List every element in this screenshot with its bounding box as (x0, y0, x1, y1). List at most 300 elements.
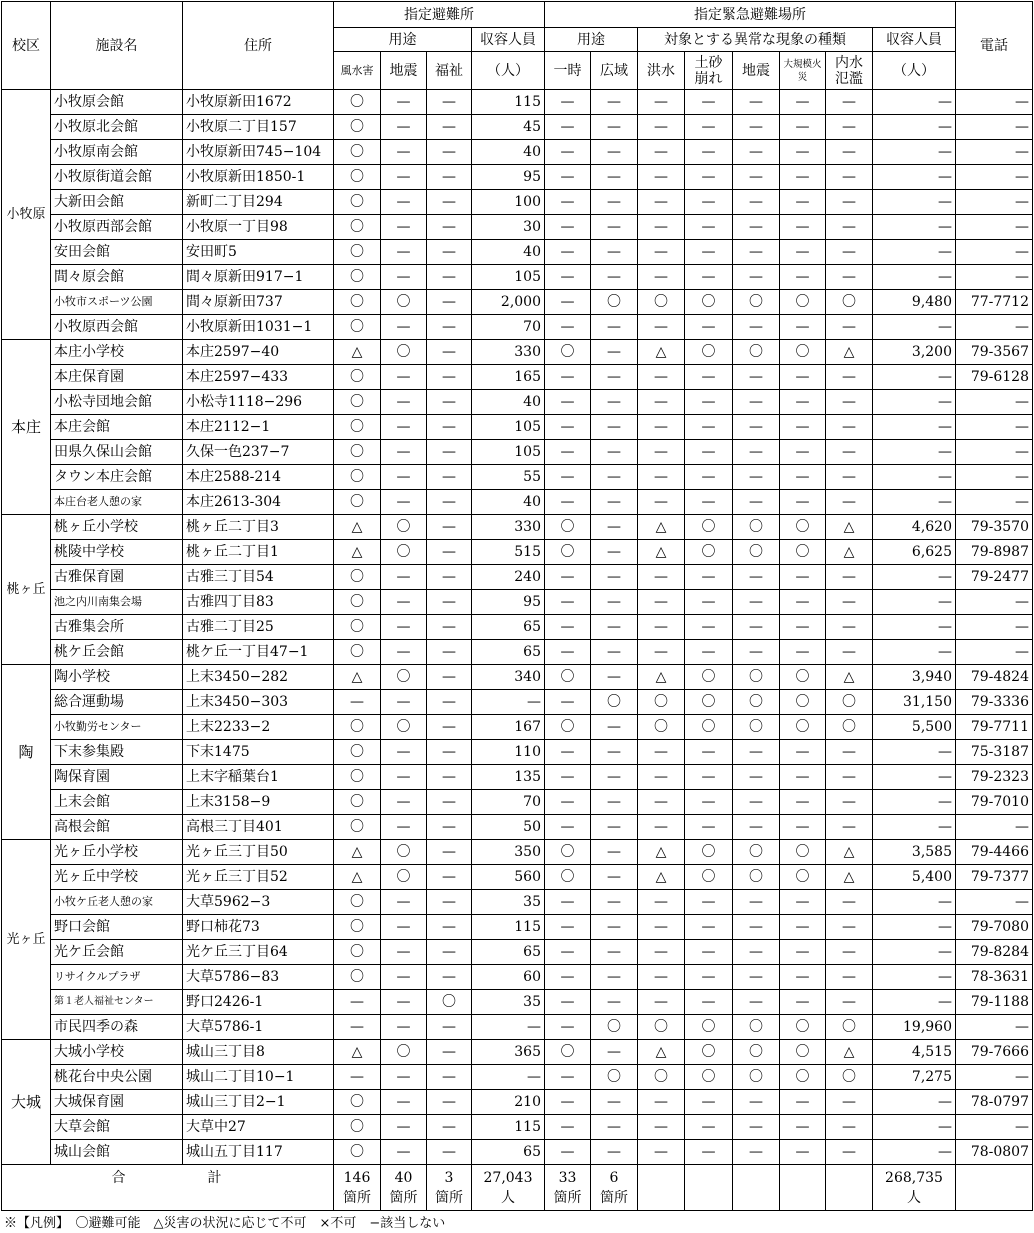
em-quake: — (733, 990, 780, 1015)
em-large-fire: — (780, 265, 826, 290)
em-landslide: 〇 (685, 290, 733, 315)
em-inland-flood: 〇 (826, 715, 873, 740)
phone: — (956, 140, 1033, 165)
table-row (2, 815, 1033, 840)
shelter-quake: — (381, 965, 427, 990)
em-capacity: 9,480 (873, 290, 956, 315)
facility-name: 安田会館 (51, 240, 183, 265)
em-inland-flood: — (826, 215, 873, 240)
em-inland-flood: — (826, 365, 873, 390)
em-inland-flood: — (826, 615, 873, 640)
em-flood: — (638, 240, 685, 265)
header-phone: 電話 (956, 2, 1033, 90)
em-wide-area: — (591, 665, 638, 690)
table-row (2, 1090, 1033, 1115)
em-inland-flood: — (826, 990, 873, 1015)
em-wide-area: — (591, 890, 638, 915)
em-wide-area: — (591, 565, 638, 590)
em-temporary: 〇 (545, 1040, 591, 1065)
shelter-quake: — (381, 990, 427, 1015)
table-row (2, 840, 1033, 865)
em-landslide: — (685, 1090, 733, 1115)
totals-row (2, 1165, 1033, 1211)
shelter-wind-flood: — (334, 990, 381, 1015)
facility-name: 高根会館 (51, 815, 183, 840)
phone: 78-0807 (956, 1140, 1033, 1165)
em-temporary: — (545, 815, 591, 840)
shelter-capacity: 60 (472, 965, 545, 990)
shelter-capacity: 50 (472, 815, 545, 840)
shelter-quake: — (381, 1090, 427, 1115)
em-quake: — (733, 790, 780, 815)
shelter-capacity: 65 (472, 1140, 545, 1165)
em-large-fire: — (780, 1140, 826, 1165)
em-landslide: — (685, 265, 733, 290)
em-flood: — (638, 165, 685, 190)
table-row (2, 390, 1033, 415)
shelter-welfare: — (427, 290, 472, 315)
em-large-fire: — (780, 740, 826, 765)
total-empty (685, 1165, 733, 1211)
shelter-wind-flood: △ (334, 515, 381, 540)
em-temporary: — (545, 590, 591, 615)
em-capacity: — (873, 915, 956, 940)
em-large-fire: 〇 (780, 840, 826, 865)
em-wide-area: — (591, 840, 638, 865)
shelter-capacity: 330 (472, 340, 545, 365)
em-wide-area: — (591, 465, 638, 490)
facility-name: 第１老人福祉センター (51, 990, 183, 1015)
em-wide-area: 〇 (591, 1065, 638, 1090)
em-temporary: — (545, 740, 591, 765)
district-cell: 陶 (2, 665, 51, 840)
facility-name: 本庄台老人憩の家 (51, 490, 183, 515)
em-flood: 〇 (638, 715, 685, 740)
shelter-welfare: — (427, 390, 472, 415)
facility-name: 小牧ケ丘老人憩の家 (51, 890, 183, 915)
em-quake: — (733, 590, 780, 615)
facility-address: 上末3158−9 (183, 790, 334, 815)
em-quake: — (733, 315, 780, 340)
em-large-fire: 〇 (780, 690, 826, 715)
em-quake: — (733, 1140, 780, 1165)
em-capacity: 7,275 (873, 1065, 956, 1090)
shelter-capacity: 40 (472, 490, 545, 515)
em-landslide: 〇 (685, 690, 733, 715)
em-wide-area: — (591, 590, 638, 615)
shelter-quake: — (381, 1015, 427, 1040)
em-temporary: — (545, 640, 591, 665)
em-landslide: — (685, 1115, 733, 1140)
em-temporary: 〇 (545, 840, 591, 865)
em-temporary: — (545, 415, 591, 440)
em-landslide: — (685, 165, 733, 190)
total-temporary: 33 箇所 (545, 1165, 591, 1211)
table-row (2, 1115, 1033, 1140)
em-flood: — (638, 115, 685, 140)
em-landslide: 〇 (685, 1065, 733, 1090)
shelter-wind-flood: △ (334, 540, 381, 565)
em-inland-flood: — (826, 1140, 873, 1165)
shelter-wind-flood: 〇 (334, 815, 381, 840)
table-row (2, 615, 1033, 640)
table-row (2, 1040, 1033, 1065)
shelter-quake: — (381, 115, 427, 140)
em-capacity: — (873, 790, 956, 815)
em-landslide: — (685, 415, 733, 440)
facility-address: 城山二丁目10−1 (183, 1065, 334, 1090)
em-large-fire: 〇 (780, 515, 826, 540)
em-large-fire: — (780, 240, 826, 265)
table-row (2, 640, 1033, 665)
phone: 79-3567 (956, 340, 1033, 365)
em-flood: — (638, 1090, 685, 1115)
em-landslide: 〇 (685, 840, 733, 865)
em-temporary: 〇 (545, 715, 591, 740)
em-landslide: 〇 (685, 865, 733, 890)
em-large-fire: 〇 (780, 290, 826, 315)
em-capacity: 3,585 (873, 840, 956, 865)
em-flood: — (638, 490, 685, 515)
phone: 79-2477 (956, 565, 1033, 590)
em-quake: 〇 (733, 665, 780, 690)
em-large-fire: — (780, 490, 826, 515)
em-flood: 〇 (638, 690, 685, 715)
em-flood: — (638, 215, 685, 240)
em-flood: — (638, 940, 685, 965)
em-capacity: — (873, 1140, 956, 1165)
em-large-fire: — (780, 1090, 826, 1115)
shelter-capacity: 515 (472, 540, 545, 565)
em-capacity: — (873, 765, 956, 790)
table-row (2, 290, 1033, 315)
facility-address: 高根三丁目401 (183, 815, 334, 840)
table-row (2, 1015, 1033, 1040)
em-large-fire: — (780, 915, 826, 940)
em-large-fire: — (780, 215, 826, 240)
em-quake: 〇 (733, 1065, 780, 1090)
shelter-capacity: 350 (472, 840, 545, 865)
facility-name: 田県久保山会館 (51, 440, 183, 465)
em-flood: — (638, 365, 685, 390)
em-landslide: — (685, 740, 733, 765)
em-capacity: — (873, 90, 956, 115)
em-landslide: — (685, 90, 733, 115)
phone: — (956, 890, 1033, 915)
em-flood: △ (638, 540, 685, 565)
header-temporary: 一時 (545, 52, 591, 90)
em-wide-area: — (591, 615, 638, 640)
em-flood: — (638, 740, 685, 765)
header-em-use: 用途 (545, 28, 638, 52)
table-row (2, 165, 1033, 190)
em-landslide: — (685, 440, 733, 465)
shelter-quake: 〇 (381, 290, 427, 315)
shelter-wind-flood: 〇 (334, 1115, 381, 1140)
facility-name: 小牧原会館 (51, 90, 183, 115)
em-quake: 〇 (733, 1015, 780, 1040)
facility-name: 小牧原街道会館 (51, 165, 183, 190)
em-temporary: — (545, 240, 591, 265)
em-flood: — (638, 890, 685, 915)
em-quake: — (733, 615, 780, 640)
shelter-capacity: — (472, 1015, 545, 1040)
em-capacity: 19,960 (873, 1015, 956, 1040)
table-row (2, 765, 1033, 790)
facility-name: 桃ケ丘会館 (51, 640, 183, 665)
em-wide-area: — (591, 1040, 638, 1065)
shelter-capacity: 560 (472, 865, 545, 890)
em-large-fire: — (780, 465, 826, 490)
totals-row-group (2, 1165, 1033, 1211)
em-quake: — (733, 940, 780, 965)
em-inland-flood: — (826, 165, 873, 190)
shelter-welfare: — (427, 840, 472, 865)
table-row (2, 465, 1033, 490)
phone: 77-7712 (956, 290, 1033, 315)
em-large-fire: — (780, 140, 826, 165)
shelter-welfare: — (427, 615, 472, 640)
em-landslide: — (685, 140, 733, 165)
shelter-capacity: 105 (472, 415, 545, 440)
facility-address: 大草5962−3 (183, 890, 334, 915)
em-wide-area: — (591, 265, 638, 290)
shelter-capacity: 105 (472, 265, 545, 290)
facility-address: 安田町5 (183, 240, 334, 265)
shelter-quake: 〇 (381, 540, 427, 565)
shelter-wind-flood: 〇 (334, 465, 381, 490)
shelter-quake: — (381, 790, 427, 815)
em-flood: △ (638, 865, 685, 890)
em-inland-flood: — (826, 315, 873, 340)
em-large-fire: — (780, 765, 826, 790)
header-wide-area: 広域 (591, 52, 638, 90)
em-landslide: 〇 (685, 665, 733, 690)
shelter-capacity: 365 (472, 1040, 545, 1065)
table-row (2, 565, 1033, 590)
em-quake: — (733, 565, 780, 590)
em-capacity: — (873, 1115, 956, 1140)
facility-name: 小牧原西会館 (51, 315, 183, 340)
phone: 79-8284 (956, 940, 1033, 965)
shelter-wind-flood: △ (334, 340, 381, 365)
shelter-quake: 〇 (381, 865, 427, 890)
legend-note: ※【凡例】 〇避難可能 △災害の状況に応じて不可 ×不可 −該当しない (4, 1216, 446, 1231)
em-capacity: — (873, 615, 956, 640)
phone: — (956, 390, 1033, 415)
header-shelter-capacity: 収容人員 (472, 28, 545, 52)
shelter-wind-flood: 〇 (334, 90, 381, 115)
em-landslide: — (685, 765, 733, 790)
em-large-fire: 〇 (780, 1065, 826, 1090)
em-quake: 〇 (733, 690, 780, 715)
phone: — (956, 115, 1033, 140)
shelter-welfare: — (427, 890, 472, 915)
table-row (2, 590, 1033, 615)
em-temporary: — (545, 690, 591, 715)
em-large-fire: — (780, 390, 826, 415)
em-quake: — (733, 965, 780, 990)
shelter-capacity: 115 (472, 1115, 545, 1140)
shelter-quake: — (381, 165, 427, 190)
table-row (2, 265, 1033, 290)
total-welfare: 3 箇所 (427, 1165, 472, 1211)
em-inland-flood: — (826, 790, 873, 815)
em-capacity: — (873, 215, 956, 240)
em-flood: △ (638, 515, 685, 540)
em-inland-flood: — (826, 1115, 873, 1140)
shelter-wind-flood: 〇 (334, 1090, 381, 1115)
em-inland-flood: — (826, 190, 873, 215)
facility-name: 光ケ丘会館 (51, 940, 183, 965)
em-capacity: 4,620 (873, 515, 956, 540)
em-quake: — (733, 240, 780, 265)
facility-name: 野口会館 (51, 915, 183, 940)
table-row (2, 190, 1033, 215)
em-capacity: — (873, 590, 956, 615)
district-cell: 小牧原 (2, 90, 51, 340)
shelter-quake: — (381, 140, 427, 165)
phone: — (956, 165, 1033, 190)
facility-name: 上末会館 (51, 790, 183, 815)
facility-name: 大新田会館 (51, 190, 183, 215)
phone: 79-4466 (956, 840, 1033, 865)
em-inland-flood: — (826, 965, 873, 990)
em-quake: — (733, 1115, 780, 1140)
phone: — (956, 265, 1033, 290)
facility-address: 桃ケ丘一丁目47−1 (183, 640, 334, 665)
shelter-welfare: — (427, 340, 472, 365)
shelter-capacity: 340 (472, 665, 545, 690)
em-landslide: — (685, 490, 733, 515)
em-capacity: — (873, 490, 956, 515)
em-quake: — (733, 815, 780, 840)
shelter-quake: — (381, 490, 427, 515)
em-landslide: — (685, 890, 733, 915)
shelter-wind-flood: 〇 (334, 1140, 381, 1165)
table-row (2, 315, 1033, 340)
em-quake: 〇 (733, 340, 780, 365)
shelter-welfare: — (427, 790, 472, 815)
facility-name: 本庄保育園 (51, 365, 183, 390)
em-large-fire: — (780, 940, 826, 965)
em-capacity: 31,150 (873, 690, 956, 715)
shelter-wind-flood: 〇 (334, 740, 381, 765)
facility-address: 本庄2588-214 (183, 465, 334, 490)
phone: 79-3570 (956, 515, 1033, 540)
em-large-fire: — (780, 990, 826, 1015)
em-temporary: 〇 (545, 515, 591, 540)
facility-address: 大草中27 (183, 1115, 334, 1140)
table-row (2, 340, 1033, 365)
shelter-welfare: — (427, 940, 472, 965)
facility-name: 市民四季の森 (51, 1015, 183, 1040)
table-row (2, 965, 1033, 990)
shelter-quake: — (381, 640, 427, 665)
em-large-fire: — (780, 365, 826, 390)
shelter-welfare: — (427, 440, 472, 465)
em-temporary: 〇 (545, 540, 591, 565)
em-capacity: 6,625 (873, 540, 956, 565)
em-flood: — (638, 265, 685, 290)
facility-address: 下末1475 (183, 740, 334, 765)
em-landslide: — (685, 640, 733, 665)
table-row (2, 790, 1033, 815)
em-large-fire: — (780, 115, 826, 140)
shelter-capacity: 165 (472, 365, 545, 390)
em-flood: — (638, 765, 685, 790)
shelter-quake: — (381, 365, 427, 390)
em-temporary: — (545, 290, 591, 315)
em-capacity: 3,940 (873, 665, 956, 690)
em-landslide: — (685, 965, 733, 990)
em-quake: — (733, 165, 780, 190)
em-inland-flood: △ (826, 515, 873, 540)
facility-name: 陶保育園 (51, 765, 183, 790)
em-large-fire: — (780, 965, 826, 990)
shelter-capacity: 105 (472, 440, 545, 465)
em-wide-area: — (591, 640, 638, 665)
em-wide-area: — (591, 390, 638, 415)
header-emergency-group: 指定緊急避難場所 (545, 2, 956, 28)
em-wide-area: — (591, 340, 638, 365)
header-em-hazard-types: 対象とする異常な現象の種類 (638, 28, 873, 52)
em-temporary: — (545, 565, 591, 590)
facility-name: 池之内川南集会場 (51, 590, 183, 615)
em-landslide: — (685, 1140, 733, 1165)
table-row (2, 365, 1033, 390)
shelter-capacity: 35 (472, 890, 545, 915)
em-quake: — (733, 890, 780, 915)
em-temporary: — (545, 615, 591, 640)
em-capacity: — (873, 415, 956, 440)
shelter-welfare: — (427, 1015, 472, 1040)
em-flood: — (638, 790, 685, 815)
phone: — (956, 90, 1033, 115)
em-inland-flood: — (826, 390, 873, 415)
em-temporary: — (545, 965, 591, 990)
shelter-welfare: — (427, 540, 472, 565)
em-flood: — (638, 1140, 685, 1165)
shelter-welfare: — (427, 265, 472, 290)
shelter-welfare: — (427, 1065, 472, 1090)
table-row (2, 540, 1033, 565)
shelter-wind-flood: △ (334, 1040, 381, 1065)
facility-address: 城山三丁目8 (183, 1040, 334, 1065)
district-cell: 桃ヶ丘 (2, 515, 51, 665)
shelter-quake: — (381, 815, 427, 840)
em-wide-area: — (591, 215, 638, 240)
em-large-fire: — (780, 565, 826, 590)
em-large-fire: — (780, 615, 826, 640)
shelter-capacity: 45 (472, 115, 545, 140)
shelter-wind-flood: 〇 (334, 965, 381, 990)
shelter-wind-flood: 〇 (334, 215, 381, 240)
table-row (2, 715, 1033, 740)
phone: — (956, 615, 1033, 640)
shelter-quake: — (381, 565, 427, 590)
facility-address: 古雅二丁目25 (183, 615, 334, 640)
em-wide-area: — (591, 515, 638, 540)
phone: — (956, 215, 1033, 240)
em-temporary: 〇 (545, 340, 591, 365)
em-quake: — (733, 415, 780, 440)
em-wide-area: 〇 (591, 1015, 638, 1040)
em-large-fire: — (780, 415, 826, 440)
em-wide-area: 〇 (591, 690, 638, 715)
shelter-wind-flood: 〇 (334, 490, 381, 515)
phone: — (956, 440, 1033, 465)
